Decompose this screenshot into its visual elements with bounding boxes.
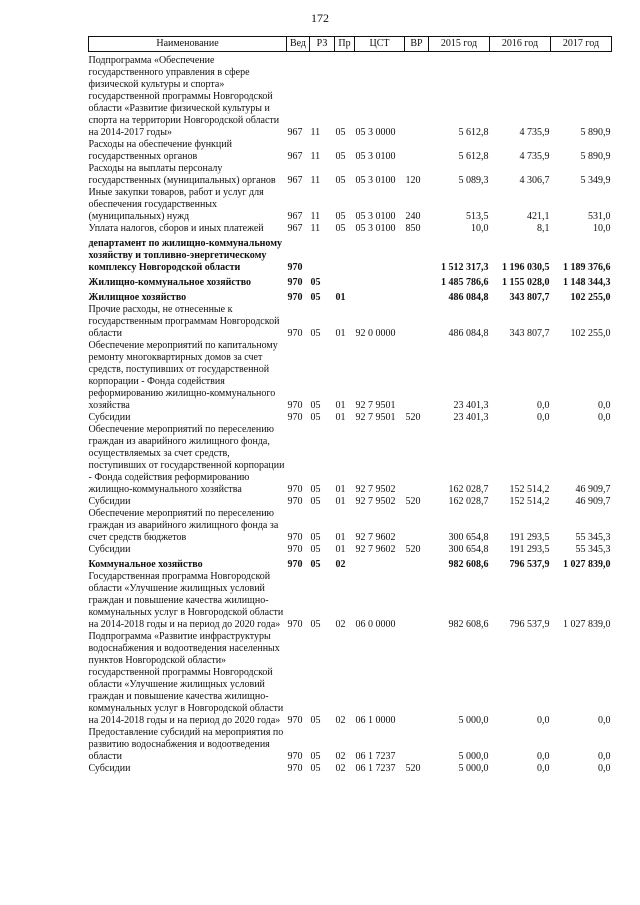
table-row <box>89 412 612 424</box>
cell-rz: 05 <box>310 559 321 570</box>
cell-2015: 982 608,6 <box>448 559 489 570</box>
cell-vr <box>405 631 429 727</box>
cell-cst: 92 7 9501 <box>355 400 396 411</box>
cell-2016: 0,0 <box>537 751 550 762</box>
cell-name: Жилищно-коммунальное хозяйство <box>88 277 252 288</box>
cell-2017: 0,0 <box>598 763 611 774</box>
cell-cst: 06 1 7237 <box>355 751 396 762</box>
header-row <box>89 37 612 52</box>
cell-ved: 970 <box>287 277 303 288</box>
cell-name: Субсидии <box>88 412 131 423</box>
cell-2016: 343 807,7 <box>509 328 550 339</box>
cell-2015: 10,0 <box>471 223 489 234</box>
cell-name: Расходы на выплаты персоналу государственных (муниципальных) органов <box>88 163 276 186</box>
cell-2015: 5 089,3 <box>458 175 489 186</box>
cell-cst: 05 3 0100 <box>355 151 396 162</box>
cell-ved: 970 <box>287 763 303 774</box>
cell-2015: 5 000,0 <box>458 763 489 774</box>
cell-pr: 05 <box>335 127 346 138</box>
cell-vr <box>405 727 429 763</box>
table-row <box>89 223 612 235</box>
cell-pr: 05 <box>335 175 346 186</box>
cell-rz: 05 <box>310 292 321 303</box>
cell-2017: 5 890,9 <box>580 151 611 162</box>
cell-2017: 1 027 839,0 <box>563 559 611 570</box>
cell-pr: 05 <box>335 151 346 162</box>
cell-2016: 0,0 <box>537 715 550 726</box>
cell-rz: 11 <box>310 223 321 234</box>
cell-2015: 162 028,7 <box>448 484 489 495</box>
cell-rz: 05 <box>310 763 321 774</box>
cell-ved: 967 <box>287 175 303 186</box>
cell-2016: 8,1 <box>537 223 550 234</box>
cell-pr: 02 <box>335 715 346 726</box>
cell-2017: 55 345,3 <box>575 532 611 543</box>
cell-vr: 520 <box>405 496 421 507</box>
cell-rz <box>310 235 335 274</box>
cell-rz: 05 <box>310 277 321 288</box>
cell-name: Обеспечение мероприятий по переселению граждан из аварийного жилищного фонда, осуществляемых за счет средств, поступивших от государственной корпорации - Фонда содействия реформированию жилищно-коммунального хозяйства <box>88 424 285 495</box>
cell-rz: 05 <box>310 484 321 495</box>
header-vr: ВР <box>405 37 429 52</box>
cell-2017: 55 345,3 <box>575 544 611 555</box>
cell-2016: 343 807,7 <box>509 292 550 303</box>
cell-vr <box>405 139 429 163</box>
cell-vr <box>405 424 429 496</box>
cell-rz: 11 <box>310 151 321 162</box>
cell-rz: 05 <box>310 496 321 507</box>
cell-2017: 1 189 376,6 <box>563 262 611 273</box>
header-rz: РЗ <box>310 37 335 52</box>
cell-cst <box>355 556 405 571</box>
cell-ved: 967 <box>287 151 303 162</box>
cell-2017: 46 909,7 <box>575 496 611 507</box>
cell-cst: 05 3 0100 <box>355 211 396 222</box>
cell-cst: 92 7 9602 <box>355 532 396 543</box>
table-row <box>89 571 612 631</box>
cell-2017: 10,0 <box>593 223 611 234</box>
cell-cst: 05 3 0100 <box>355 175 396 186</box>
cell-name: Подпрограмма «Обеспечение государственного управления в сфере физической культуры и спорта» государственной программы Новгородской области «Развитие физической культуры и спорта на территории Новгородской области на 2014-2017 годы» <box>88 55 280 138</box>
header-2016: 2016 год <box>490 37 551 52</box>
cell-rz: 05 <box>310 544 321 555</box>
cell-2017: 1 148 344,3 <box>563 277 611 288</box>
cell-cst <box>355 235 405 274</box>
cell-2016: 4 735,9 <box>519 151 550 162</box>
budget-table <box>88 36 612 775</box>
table-row <box>89 424 612 496</box>
cell-2017: 46 909,7 <box>575 484 611 495</box>
header-2017: 2017 год <box>551 37 612 52</box>
cell-2015: 23 401,3 <box>453 400 489 411</box>
cell-ved: 970 <box>287 715 303 726</box>
cell-2017: 0,0 <box>598 400 611 411</box>
cell-2017: 0,0 <box>598 412 611 423</box>
table-row <box>89 304 612 340</box>
cell-pr: 01 <box>335 496 346 507</box>
cell-rz: 05 <box>310 412 321 423</box>
cell-name: Субсидии <box>88 763 131 774</box>
cell-rz: 05 <box>310 328 321 339</box>
cell-2015: 5 612,8 <box>458 127 489 138</box>
cell-2015: 162 028,7 <box>448 496 489 507</box>
cell-ved: 970 <box>287 412 303 423</box>
cell-vr: 520 <box>405 412 421 423</box>
cell-2016: 796 537,9 <box>509 619 550 630</box>
table-row <box>89 508 612 544</box>
cell-2015: 982 608,6 <box>448 619 489 630</box>
cell-name: Подпрограмма «Развитие инфраструктуры водоснабжения и водоотведения населенных пунктов Новгородской области» государственной программы Новгородской области «Улучшение жилищных условий граждан и повышение качества жилищно-коммунальных услуг в Новгородской области на 2014-2018 годы и на период до 2020 года» <box>88 631 284 726</box>
table-row <box>89 727 612 763</box>
cell-vr: 520 <box>405 544 421 555</box>
cell-name: Обеспечение мероприятий по капитальному ремонту многоквартирных домов за счет средств, поступивших от государственной корпорации - Фонда содействия реформированию жилищно-коммунального хозяйства <box>88 340 278 411</box>
cell-name: Жилищное хозяйство <box>88 292 187 303</box>
cell-2016: 152 514,2 <box>509 484 550 495</box>
cell-cst: 92 7 9501 <box>355 412 396 423</box>
table-row <box>89 763 612 775</box>
cell-2015: 486 084,8 <box>448 328 489 339</box>
cell-pr: 05 <box>335 223 346 234</box>
cell-ved: 967 <box>287 127 303 138</box>
cell-ved: 970 <box>287 328 303 339</box>
cell-name: Государственная программа Новгородской области «Улучшение жилищных условий граждан и повышение качества жилищно-коммунальных услуг в Новгородской области на 2014-2018 годы и на период до 2020 года» <box>88 571 284 630</box>
cell-ved: 967 <box>287 211 303 222</box>
cell-vr <box>405 508 429 544</box>
table-row <box>89 163 612 187</box>
cell-pr: 01 <box>335 412 346 423</box>
cell-2016: 1 196 030,5 <box>502 262 550 273</box>
cell-cst: 92 7 9502 <box>355 484 396 495</box>
cell-cst: 06 1 0000 <box>355 715 396 726</box>
cell-ved: 970 <box>287 292 303 303</box>
cell-cst: 05 3 0100 <box>355 223 396 234</box>
cell-pr: 01 <box>335 400 346 411</box>
cell-ved: 967 <box>287 223 303 234</box>
cell-vr <box>405 571 429 631</box>
cell-2016: 796 537,9 <box>509 559 550 570</box>
cell-cst <box>355 274 405 289</box>
cell-2017: 5 349,9 <box>580 175 611 186</box>
cell-2015: 513,5 <box>466 211 489 222</box>
cell-rz: 11 <box>310 211 321 222</box>
cell-2016: 4 735,9 <box>519 127 550 138</box>
cell-rz: 11 <box>310 175 321 186</box>
cell-pr: 01 <box>335 484 346 495</box>
cell-cst: 05 3 0000 <box>355 127 396 138</box>
cell-2016: 152 514,2 <box>509 496 550 507</box>
table-row <box>89 496 612 508</box>
cell-rz: 05 <box>310 619 321 630</box>
header-cst: ЦСТ <box>355 37 405 52</box>
cell-cst: 92 7 9602 <box>355 544 396 555</box>
cell-ved: 970 <box>287 262 303 273</box>
cell-pr: 02 <box>335 619 346 630</box>
cell-pr: 05 <box>335 211 346 222</box>
table-row <box>89 52 612 140</box>
cell-2017: 5 890,9 <box>580 127 611 138</box>
cell-2016: 0,0 <box>537 412 550 423</box>
cell-ved: 970 <box>287 496 303 507</box>
cell-vr <box>405 289 429 304</box>
cell-name: Расходы на обеспечение функций государственных органов <box>88 139 232 162</box>
table-row <box>89 187 612 223</box>
cell-rz: 05 <box>310 400 321 411</box>
cell-ved: 970 <box>287 559 303 570</box>
cell-2015: 23 401,3 <box>453 412 489 423</box>
cell-pr: 02 <box>335 559 346 570</box>
cell-2015: 1 512 317,3 <box>441 262 489 273</box>
cell-vr <box>405 556 429 571</box>
cell-ved: 970 <box>287 751 303 762</box>
cell-cst: 06 1 7237 <box>355 763 396 774</box>
cell-vr <box>405 274 429 289</box>
cell-name: Прочие расходы, не отнесенные к государственным программам Новгородской области <box>88 304 280 339</box>
cell-cst: 92 7 9502 <box>355 496 396 507</box>
cell-2015: 486 084,8 <box>448 292 489 303</box>
page-number: 172 <box>311 11 329 25</box>
cell-2017: 531,0 <box>588 211 611 222</box>
cell-2016: 191 293,5 <box>509 544 550 555</box>
cell-pr: 02 <box>335 763 346 774</box>
cell-name: Коммунальное хозяйство <box>88 559 203 570</box>
cell-pr: 01 <box>335 544 346 555</box>
table-row <box>89 235 612 274</box>
cell-name: Уплата налогов, сборов и иных платежей <box>88 223 264 234</box>
table-row <box>89 340 612 412</box>
table-row <box>89 274 612 289</box>
table-row <box>89 139 612 163</box>
cell-name: Субсидии <box>88 496 131 507</box>
cell-2015: 300 654,8 <box>448 532 489 543</box>
header-2015: 2015 год <box>429 37 490 52</box>
cell-pr <box>335 274 355 289</box>
cell-vr: 240 <box>405 211 421 222</box>
cell-rz: 05 <box>310 715 321 726</box>
cell-name: Обеспечение мероприятий по переселению граждан из аварийного жилищного фонда за счет средств бюджетов <box>88 508 279 543</box>
cell-pr <box>335 235 355 274</box>
cell-2015: 300 654,8 <box>448 544 489 555</box>
cell-cst: 06 0 0000 <box>355 619 396 630</box>
table-body <box>89 52 612 776</box>
cell-2016: 421,1 <box>527 211 550 222</box>
cell-2016: 1 155 028,0 <box>502 277 550 288</box>
cell-2016: 0,0 <box>537 763 550 774</box>
cell-2017: 0,0 <box>598 715 611 726</box>
cell-2017: 1 027 839,0 <box>563 619 611 630</box>
cell-vr: 520 <box>405 763 421 774</box>
cell-2015: 1 485 786,6 <box>441 277 489 288</box>
cell-2017: 102 255,0 <box>570 328 611 339</box>
header-pr: Пр <box>335 37 355 52</box>
table-row <box>89 631 612 727</box>
cell-2017: 0,0 <box>598 751 611 762</box>
cell-pr: 01 <box>335 292 346 303</box>
cell-ved: 970 <box>287 544 303 555</box>
cell-2015: 5 000,0 <box>458 751 489 762</box>
cell-ved: 970 <box>287 484 303 495</box>
cell-pr: 01 <box>335 532 346 543</box>
cell-name: департамент по жилищно-коммунальному хозяйству и топливно-энергетическому комплексу Новгородской области <box>88 238 283 273</box>
cell-name: Иные закупки товаров, работ и услуг для обеспечения государственных (муниципальных) нужд <box>88 187 264 222</box>
cell-pr: 02 <box>335 751 346 762</box>
cell-rz: 11 <box>310 127 321 138</box>
cell-cst: 92 0 0000 <box>355 328 396 339</box>
table-header <box>89 37 612 52</box>
cell-ved: 970 <box>287 532 303 543</box>
cell-vr <box>405 235 429 274</box>
cell-2016: 191 293,5 <box>509 532 550 543</box>
table-row <box>89 556 612 571</box>
cell-pr: 01 <box>335 328 346 339</box>
cell-2015: 5 612,8 <box>458 151 489 162</box>
table-row <box>89 289 612 304</box>
cell-rz: 05 <box>310 532 321 543</box>
header-ved: Вед <box>287 37 310 52</box>
table-row <box>89 544 612 556</box>
cell-vr <box>405 304 429 340</box>
cell-vr: 120 <box>405 175 421 186</box>
cell-vr: 850 <box>405 223 421 234</box>
cell-name: Предоставление субсидий на мероприятия по развитию водоснабжения и водоотведения области <box>88 727 284 762</box>
cell-ved: 970 <box>287 619 303 630</box>
cell-2016: 0,0 <box>537 400 550 411</box>
cell-cst <box>355 289 405 304</box>
cell-name: Субсидии <box>88 544 131 555</box>
header-name: Наименование <box>89 37 287 52</box>
cell-vr <box>405 340 429 412</box>
cell-vr <box>405 52 429 140</box>
cell-ved: 970 <box>287 400 303 411</box>
cell-rz: 05 <box>310 751 321 762</box>
cell-2016: 4 306,7 <box>519 175 550 186</box>
cell-2015: 5 000,0 <box>458 715 489 726</box>
cell-2017: 102 255,0 <box>570 292 611 303</box>
